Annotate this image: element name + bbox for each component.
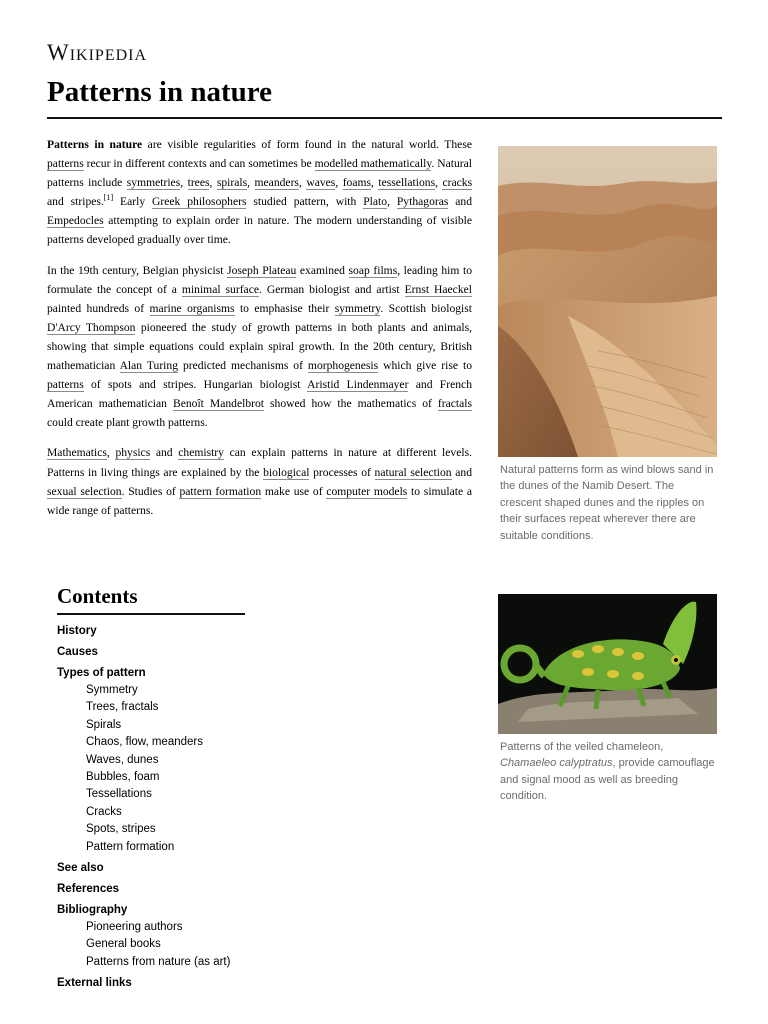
text-run: examined [296,263,349,277]
text-run: , [387,195,397,209]
text-run: , [371,176,379,190]
inline-link[interactable]: soap films [348,263,398,277]
text-run: , provide camouflage and signal mood as well as breeding condition. [500,757,715,803]
text-run: Early [113,195,153,209]
inline-link[interactable]: symmetry [334,301,381,315]
figure-chameleon [498,594,717,805]
toc-subitem[interactable]: Pattern formation [86,840,175,853]
toc-sublist [57,919,357,971]
inline-link[interactable]: modelled mathematically [314,157,432,171]
inline-link[interactable]: Aristid Lindenmayer [307,378,409,392]
inline-link[interactable]: patterns [47,157,84,171]
title-divider [47,117,722,119]
text-run: painted hundreds of [47,301,150,315]
text-run: . Scottish biologist [380,301,472,315]
inline-link[interactable]: tessellations [378,176,436,190]
desert-figure-caption: Natural patterns form as wind blows sand in the dunes of the Namib Desert. The crescent shaped dunes and the ripples on their surfaces repeat wherever there are suitable conditions. [500,464,714,542]
italic-text: Chamaeleo calyptratus [500,757,613,770]
toc-subitem[interactable]: Bubbles, foam [86,771,160,784]
toc-item[interactable] [57,665,357,856]
text-run: could create plant growth patterns. [47,416,208,430]
inline-link[interactable]: physics [115,446,151,460]
text-run: , [247,176,255,190]
toc-divider [57,613,245,615]
text-run: to simulate a wide range of patterns. [47,484,472,517]
toc-subitem[interactable]: Tessellations [86,788,152,801]
intro-paragraph-3 [47,443,472,519]
inline-link[interactable]: marine organisms [149,301,235,315]
inline-link[interactable]: cracks [442,176,473,190]
bold-term: Patterns in nature [47,138,143,151]
text-run: make use of [261,484,327,498]
inline-link[interactable]: Plato [363,195,388,209]
text-run: , [335,176,343,190]
inline-link[interactable]: sexual selection [47,484,122,498]
site-wordmark[interactable]: Wikipedia [47,40,148,65]
text-run: and French American mathematician [47,378,472,411]
inline-link[interactable]: biological [263,465,310,479]
page-title: Patterns in nature [47,76,273,108]
text-run: showed how the mathematics of [264,397,438,411]
inline-link[interactable]: foams [342,176,372,190]
table-of-contents [57,584,357,992]
toc-sublist [57,682,357,856]
text-run: . Natural patterns include [47,157,472,190]
text-run: predicted mechanisms of [178,359,308,373]
text-run: of spots and stripes. Hungarian biologist [83,378,308,392]
toc-item-label[interactable]: History [57,625,97,637]
text-run: Patterns of the veiled chameleon, [500,741,664,753]
toc-subitem[interactable]: Symmetry [86,684,138,696]
inline-link[interactable]: Alan Turing [119,359,178,373]
inline-link[interactable]: morphogenesis [307,359,379,373]
intro-paragraph-1 [47,135,472,250]
toc-item-label[interactable]: Bibliography [57,904,128,917]
text-run: , [180,176,188,190]
toc-subitem[interactable]: Trees, fractals [86,701,159,714]
inline-link[interactable]: Benoît Mandelbrot [172,397,265,411]
text-run: , leading him to formulate the concept of a [47,263,472,296]
inline-link[interactable]: natural selection [374,465,452,479]
text-run: , [298,176,307,190]
toc-subitem[interactable]: Spots, stripes [86,823,156,836]
inline-link[interactable]: fractals [437,397,473,411]
text-run: , [209,176,217,190]
text-run: processes of [309,465,375,479]
text-run: attempting to explain order in nature. The modern understanding of visible patterns developed gradually over time. [47,214,472,247]
article-body [47,135,472,531]
toc-item-label[interactable]: External links [57,977,132,990]
text-run: studied pattern, with [246,195,364,209]
text-run: recur in different contexts and can sometimes be [83,157,315,171]
toc-subitem[interactable]: General books [86,938,161,951]
toc-item[interactable] [57,975,357,992]
toc-subitem[interactable]: Chaos, flow, meanders [86,736,203,749]
toc-item[interactable] [57,860,357,877]
toc-item-label[interactable]: Types of pattern [57,667,146,679]
chameleon-figure-caption [498,739,717,805]
desert-dunes-image[interactable] [498,146,717,457]
text-run: and [448,195,473,209]
text-run: and [150,446,179,460]
toc-subitem[interactable]: Waves, dunes [86,753,159,766]
toc-subitem[interactable]: Patterns from nature (as art) [86,955,231,968]
inline-link[interactable]: symmetries [126,176,181,190]
inline-link[interactable]: Empedocles [47,214,104,228]
inline-link[interactable]: D'Arcy Thompson [47,320,136,334]
inline-link[interactable]: waves [306,176,336,190]
text-run: , [106,446,116,460]
inline-link[interactable]: minimal surface [181,282,259,296]
inline-link[interactable]: Pythagoras [396,195,449,209]
citation-link[interactable]: [1] [103,193,114,203]
text-run: to emphasise their [234,301,335,315]
text-run: which give rise to [378,359,472,373]
veiled-chameleon-image[interactable] [498,594,717,734]
toc-item[interactable] [57,902,357,971]
figure-desert [498,146,717,544]
inline-link[interactable]: Greek philosophers [152,195,247,209]
toc-list [57,623,357,992]
inline-link[interactable]: Mathematics [47,446,107,460]
text-run: and [451,465,473,479]
inline-link[interactable]: pattern formation [179,484,262,498]
inline-link[interactable]: trees [187,176,210,190]
toc-title: Contents [57,584,138,608]
text-run: and stripes. [47,195,104,209]
inline-link[interactable]: meanders [254,176,299,190]
text-run: , [435,176,443,190]
inline-link[interactable]: Joseph Plateau [227,263,297,277]
toc-item-label[interactable]: References [57,883,120,896]
toc-subitem[interactable]: Pioneering authors [86,921,183,934]
toc-subitem[interactable]: Spirals [86,718,122,731]
text-run: . German biologist and artist [259,282,405,296]
intro-paragraph-2 [47,261,472,433]
toc-item-label[interactable]: Causes [57,646,98,658]
inline-link[interactable]: spirals [216,176,248,190]
inline-link[interactable]: patterns [47,378,84,392]
toc-item[interactable] [57,881,357,898]
toc-item[interactable] [57,623,357,640]
text-run: . Studies of [121,484,180,498]
text-run: are visible regularities of form found in the natural world. These [142,138,472,151]
text-run: In the 19th century, Belgian physicist [47,263,228,277]
inline-link[interactable]: computer models [326,484,408,498]
toc-subitem[interactable]: Cracks [86,805,122,818]
inline-link[interactable]: Ernst Haeckel [404,282,472,296]
text-run: can explain patterns in nature at different levels. Patterns in living things are explained by the [47,446,472,479]
toc-item[interactable] [57,644,357,661]
toc-item-label[interactable]: See also [57,862,104,875]
inline-link[interactable]: chemistry [178,446,224,460]
text-run: pioneered the study of growth patterns in both plants and animals, showing that simple equations could explain spiral growth. In the 20th century, British mathematician [47,320,472,373]
